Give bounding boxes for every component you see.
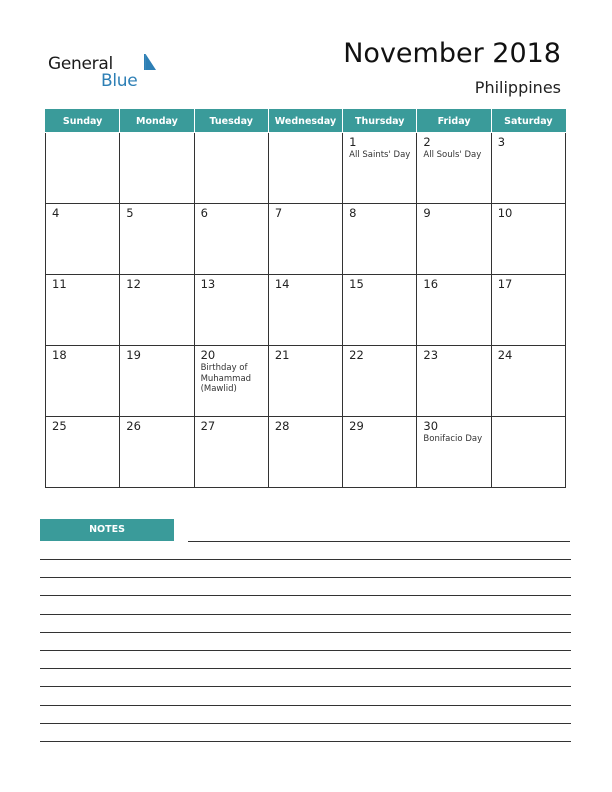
day-cell <box>194 346 268 417</box>
note-line <box>40 577 571 578</box>
day-cell <box>491 204 565 275</box>
day-cell <box>194 133 268 204</box>
day-number: 30 <box>423 419 439 433</box>
note-line <box>40 723 571 724</box>
note-line <box>40 650 571 651</box>
day-number: 21 <box>274 348 290 362</box>
day-number: 24 <box>497 348 513 362</box>
day-number: 22 <box>349 348 364 362</box>
day-cell <box>46 204 120 275</box>
holiday-label: Bonifacio Day <box>423 434 483 444</box>
note-line <box>40 741 571 742</box>
weekday-header: Wednesday <box>268 110 342 133</box>
day-cell <box>194 204 268 275</box>
day-cell <box>343 417 417 488</box>
day-number: 16 <box>423 277 439 291</box>
day-cell <box>194 275 268 346</box>
weekday-header: Saturday <box>491 110 565 133</box>
day-number: 10 <box>497 206 513 220</box>
note-line <box>40 614 571 615</box>
week-row <box>46 133 566 204</box>
day-number: 1 <box>349 135 357 149</box>
country-subtitle: Philippines <box>474 78 561 97</box>
note-line <box>40 705 571 706</box>
day-number: 19 <box>126 348 141 362</box>
day-cell <box>268 346 342 417</box>
day-number: 28 <box>274 419 290 433</box>
day-cell <box>268 204 342 275</box>
day-cell <box>491 346 565 417</box>
day-cell <box>417 346 491 417</box>
month-calendar <box>45 109 566 488</box>
holiday-label: All Saints' Day <box>349 150 411 160</box>
note-line <box>40 632 571 633</box>
day-cell <box>343 204 417 275</box>
note-line <box>40 686 571 687</box>
day-cell <box>46 133 120 204</box>
page-title: November 2018 <box>343 38 561 69</box>
day-number: 6 <box>200 206 208 220</box>
day-number: 7 <box>274 206 283 220</box>
week-row <box>46 275 566 346</box>
note-line <box>40 668 571 669</box>
day-cell <box>417 204 491 275</box>
note-line <box>40 559 571 560</box>
notes-label: NOTES <box>40 519 174 541</box>
day-cell <box>491 275 565 346</box>
weekday-header: Monday <box>120 110 194 133</box>
day-number: 11 <box>52 277 67 291</box>
day-number: 26 <box>126 419 141 433</box>
day-cell <box>343 346 417 417</box>
day-cell <box>491 417 565 488</box>
weekday-header: Thursday <box>343 110 417 133</box>
logo-word-general: General <box>48 54 113 74</box>
day-cell <box>120 133 194 204</box>
holiday-label: All Souls' Day <box>423 150 482 160</box>
day-cell <box>194 417 268 488</box>
day-cell <box>268 133 342 204</box>
day-number: 15 <box>349 277 364 291</box>
day-number: 25 <box>52 419 67 433</box>
day-number: 14 <box>274 277 290 291</box>
day-number: 9 <box>423 206 431 220</box>
general-blue-logo <box>48 54 158 92</box>
day-number: 18 <box>52 348 67 362</box>
note-line <box>40 595 571 596</box>
day-number: 23 <box>423 348 439 362</box>
day-cell <box>120 417 194 488</box>
day-number: 4 <box>52 206 60 220</box>
day-number: 5 <box>126 206 134 220</box>
day-cell <box>417 275 491 346</box>
day-cell <box>46 417 120 488</box>
weekday-header-row <box>46 110 566 133</box>
week-row <box>46 346 566 417</box>
day-number: 17 <box>497 277 513 291</box>
day-cell <box>46 275 120 346</box>
day-cell <box>343 275 417 346</box>
day-number: 27 <box>200 419 216 433</box>
day-number: 20 <box>200 348 216 362</box>
day-cell <box>120 204 194 275</box>
logo-word-blue: Blue <box>101 71 138 91</box>
day-cell <box>343 133 417 204</box>
weekday-header: Friday <box>417 110 491 133</box>
day-cell <box>491 133 565 204</box>
day-cell <box>268 275 342 346</box>
day-cell <box>46 346 120 417</box>
day-cell <box>268 417 342 488</box>
day-cell <box>120 346 194 417</box>
weekday-header: Sunday <box>46 110 120 133</box>
calendar-body <box>46 133 566 488</box>
day-number: 29 <box>349 419 364 433</box>
day-number: 3 <box>497 135 506 149</box>
day-cell <box>417 133 491 204</box>
week-row <box>46 417 566 488</box>
day-number: 13 <box>200 277 216 291</box>
day-number: 8 <box>349 206 357 220</box>
day-number: 12 <box>126 277 141 291</box>
day-number: 2 <box>423 135 431 149</box>
note-line <box>188 541 570 542</box>
holiday-label: Birthday of Muhammad (Mawlid) <box>200 363 252 394</box>
weekday-header: Tuesday <box>194 110 268 133</box>
day-cell <box>120 275 194 346</box>
week-row <box>46 204 566 275</box>
day-cell <box>417 417 491 488</box>
